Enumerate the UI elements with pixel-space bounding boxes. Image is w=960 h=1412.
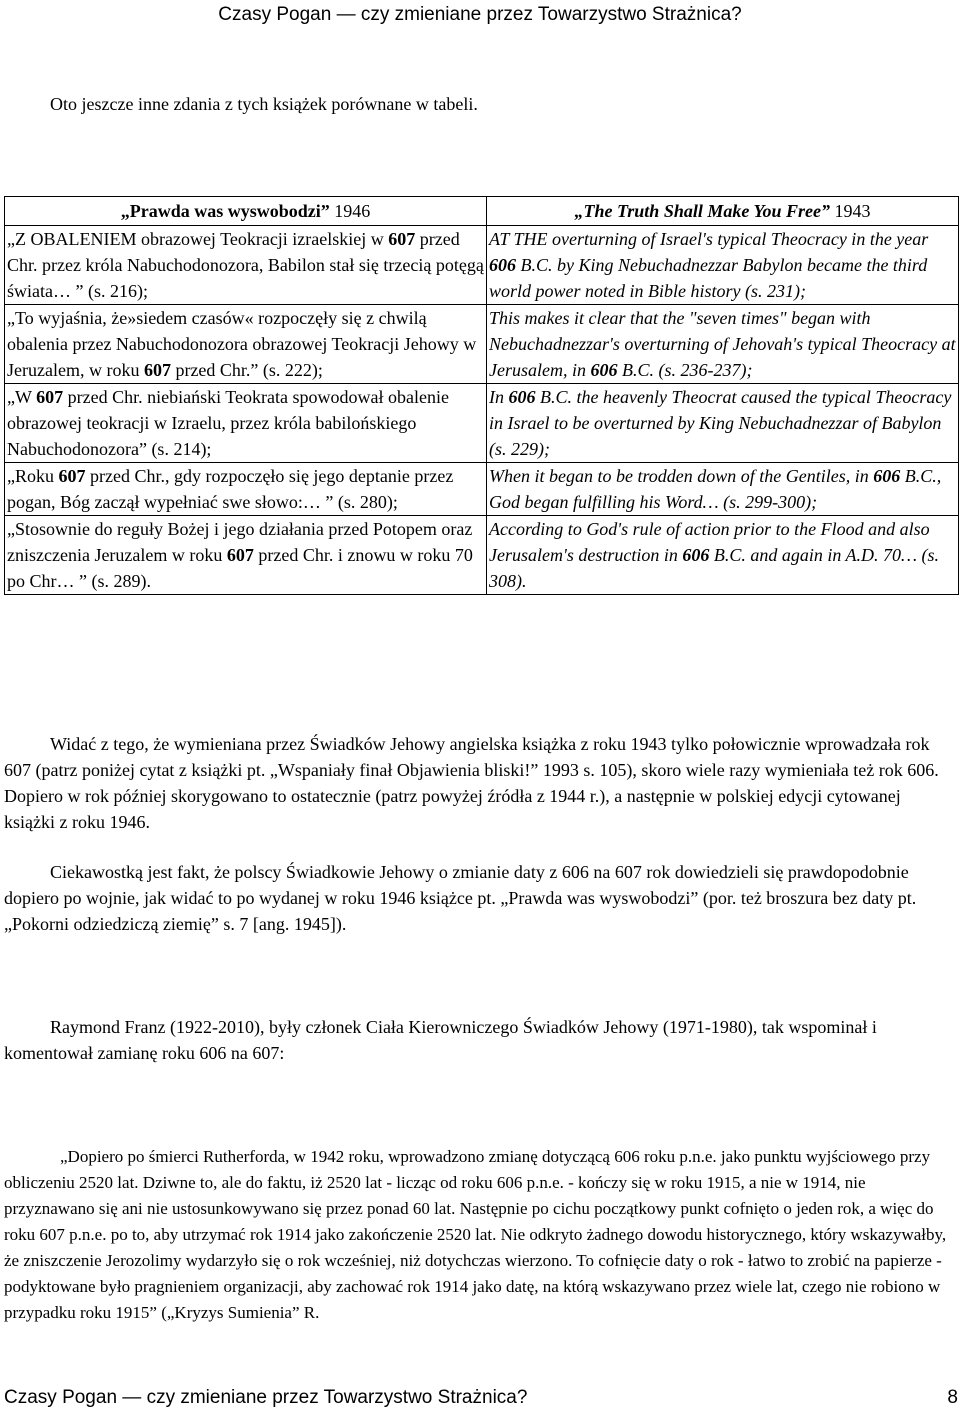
paragraph-2 (4, 859, 954, 937)
text: „Roku (7, 466, 59, 486)
cell-polish (5, 463, 487, 516)
franz-quote (4, 1144, 954, 1326)
text: przed Chr., gdy rozpoczęło się jego deptanie przez pogan, Bóg zaczął wypełniać swe słowo:… ” (s. 280); (7, 466, 454, 512)
text: When it began to be trodden down of the Gentiles, in (489, 466, 874, 486)
year-bold: 606 (489, 255, 516, 275)
paragraph-3-text: Raymond Franz (1922-2010), były członek Ciała Kierowniczego Świadków Jehowy (1971-1980), tak wspominał i komentował zamianę roku 606 na 607: (4, 1017, 877, 1063)
text: This makes it clear that the "seven times" began with Nebuchadnezzar's overturning of Jehovah's typical Theocracy at Jerusalem, in (489, 308, 956, 380)
text: According to God's rule of action prior to the Flood and also Jerusalem's destruction in (489, 519, 930, 565)
header-polish-year: 1946 (334, 201, 371, 221)
year-bold: 607 (143, 360, 171, 380)
paragraph-1-text: Widać z tego, że wymieniana przez Świadków Jehowy angielska książka z roku 1943 tylko połowicznie wprowadzała rok 607 (patrz poniżej cytat z książki pt. „Wspaniały finał Objawienia bliski!” 1993 s. 105), skoro wiele razy wymieniała też rok 606. Dopiero w rok później skorygowano to ostatecznie (patrz powyżej źródła z 1944 r.), a następnie w polskiej edycji cytowanej książki z roku 1946. (4, 734, 939, 832)
franz-quote-text: „Dopiero po śmierci Rutherforda, w 1942 roku, wprowadzono zmianę dotyczącą 606 roku p.n.e. jako punktu wyjściowego przy obliczeniu 2520 lat. Dziwne to, ale do faktu, iż 2520 lat - licząc od roku 606 p.n.e. - kończy się w roku 1915, a nie w 1914, nie przyznawano się ani nie ustosunkowywano się przez ponad 60 lat. Następnie po cichu początkowy punkt cofnięto o jeden rok, a więc do roku 607 p.n.e. po to, aby utrzymać rok 1914 jako zakończenie 2520 lat. Nie odkryto żadnego dowodu historycznego, który wskazywałby, że zniszczenie Jerozolimy wydarzyło się o rok wcześniej, niż dotychczas wierzono. To cofnięcie daty o rok - łatwo to zrobić na papierze - podyktowane było pragnieniem organizacji, aby zachować rok 1914 jako datę, na którą wskazywano przez wiele lat, czego nie robiono w przypadku roku 1915” („Kryzys Sumienia” R. (4, 1147, 947, 1322)
table-row (5, 226, 959, 305)
text: B.C. by King Nebuchadnezzar Babylon became the third world power noted in Bible history (s. 231); (489, 255, 928, 301)
cell-polish (5, 226, 487, 305)
year-bold: 607 (36, 387, 64, 407)
footer-title: Czasy Pogan — czy zmieniane przez Towarzystwo Strażnica? (4, 1387, 528, 1408)
table-row (5, 305, 959, 384)
text: B.C. (s. 236-237); (617, 360, 753, 380)
page-footer (4, 1386, 958, 1410)
header-polish-title: „Prawda was wyswobodzi” (120, 201, 330, 221)
text: B.C., God began fulfilling his Word… (s. 299-300); (489, 466, 942, 512)
paragraph-2-text: Ciekawostką jest fakt, że polscy Świadkowie Jehowy o zmianie daty z 606 na 607 rok dowiedzieli się prawdopodobnie dopiero po wojnie, jak widać to po wydanej w roku 1946 książce pt. „Prawda was wyswobodzi” (por. też broszura bez daty pt. „Pokorni odziedziczą ziemię” s. 7 [ang. 1945]). (4, 862, 917, 934)
cell-polish (5, 516, 487, 595)
cell-english (487, 516, 959, 595)
text: przed Chr.” (s. 222); (170, 360, 323, 380)
paragraph-1 (4, 731, 954, 835)
text: przed Chr. przez króla Nabuchodonozora, Babilon stał się trzecią potęgą świata… ” (s. 216); (7, 229, 484, 301)
header-english-title: „The Truth Shall Make You Free” (574, 201, 831, 221)
paragraph-3 (4, 1014, 954, 1066)
cell-english (487, 305, 959, 384)
year-bold: 607 (226, 545, 254, 565)
year-bold: 606 (590, 360, 618, 380)
text: „Z OBALENIEM obrazowej Teokracji izraelskiej w (7, 229, 389, 249)
comparison-table (4, 196, 959, 595)
header-english-year: 1943 (834, 201, 871, 221)
header-english (487, 197, 959, 226)
text: B.C. and again in A.D. 70… (s. 308). (489, 545, 940, 591)
cell-polish (5, 305, 487, 384)
text: B.C. the heavenly Theocrat caused the typical Theocracy in Israel to be overturned by King Nebuchadnezzar of Babylon (s. 229); (489, 387, 952, 459)
cell-english (487, 384, 959, 463)
text: In (489, 387, 509, 407)
header-polish (5, 197, 487, 226)
year-bold: 606 (873, 466, 901, 486)
cell-english (487, 463, 959, 516)
page-number: 8 (947, 1387, 958, 1408)
year-bold: 607 (388, 229, 416, 249)
table-header-row (5, 197, 959, 226)
text: przed Chr. i znowu w roku 70 po Chr… ” (s. 289). (7, 545, 473, 591)
table-row (5, 384, 959, 463)
table-row (5, 516, 959, 595)
text: „To wyjaśnia, że»siedem czasów« rozpoczęły się z chwilą obalenia przez Nabuchodonozora obrazowej Teokracji Jehowy w Jeruzalem, w roku (7, 308, 477, 380)
text: przed Chr. niebiański Teokrata spowodował obalenie obrazowej teokracji w Izraelu, przez króla babilońskiego Nabuchodonozora” (s. 214); (7, 387, 449, 459)
text: „W (7, 387, 37, 407)
intro-line: Oto jeszcze inne zdania z tych książek porównane w tabeli. (50, 94, 478, 114)
text: AT THE overturning of Israel's typical Theocracy in the year (489, 229, 929, 249)
cell-polish (5, 384, 487, 463)
year-bold: 607 (58, 466, 86, 486)
year-bold: 606 (508, 387, 536, 407)
year-bold: 606 (682, 545, 710, 565)
cell-english (487, 226, 959, 305)
running-header: Czasy Pogan — czy zmieniane przez Towarzystwo Strażnica? (218, 4, 742, 25)
table-row (5, 463, 959, 516)
text: „Stosownie do reguły Bożej i jego działania przed Potopem oraz zniszczenia Jeruzalem w roku (7, 519, 473, 565)
